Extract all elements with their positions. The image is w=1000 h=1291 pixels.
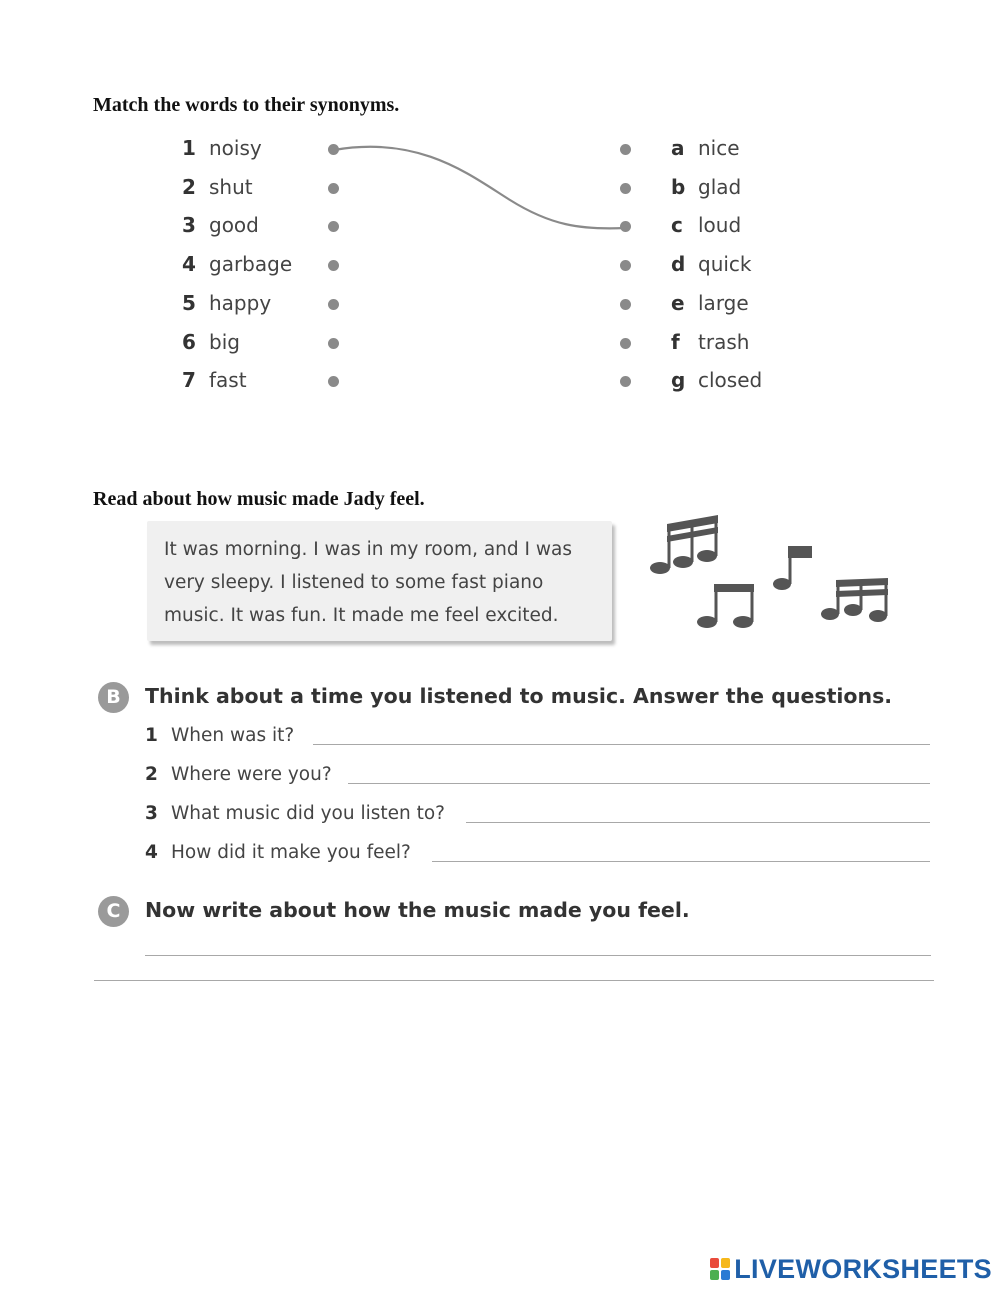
match-heading: Match the words to their synonyms.	[93, 94, 400, 116]
match-row: 5 happy e large	[182, 291, 749, 315]
match-row: 4 garbage d quick	[182, 252, 752, 276]
match-row: 6 big f trash	[182, 330, 750, 354]
story-line: very sleepy. I listened to some fast piano	[164, 572, 544, 593]
section-b-title: Think about a time you listened to music. Answer the questions.	[145, 684, 893, 708]
section-c-badge: C	[98, 896, 129, 927]
story-line: It was morning. I was in my room, and I was	[164, 539, 572, 560]
liveworksheets-logo	[709, 1254, 992, 1284]
match-word: fast	[209, 368, 247, 392]
question-row: 4 How did it make you feel?	[145, 842, 930, 868]
writing-line[interactable]	[145, 955, 931, 956]
match-word: happy	[209, 291, 272, 315]
left-dot[interactable]	[328, 338, 339, 349]
story-box	[147, 521, 612, 641]
question-text: When was it?	[171, 725, 295, 746]
synonym-word: loud	[698, 213, 742, 237]
match-word: shut	[209, 175, 253, 199]
right-dot[interactable]	[620, 144, 631, 155]
music-notes-icon	[645, 512, 905, 637]
answer-line[interactable]	[466, 822, 930, 823]
synonym-word: trash	[698, 330, 750, 354]
match-row: 7 fast g closed	[182, 368, 763, 392]
left-dot[interactable]	[328, 221, 339, 232]
right-dot[interactable]	[620, 221, 631, 232]
answer-line[interactable]	[348, 783, 930, 784]
right-dot[interactable]	[620, 183, 631, 194]
left-dot[interactable]	[328, 144, 339, 155]
synonym-word: quick	[698, 252, 752, 276]
match-row: 2 shut b glad	[182, 175, 742, 199]
question-text: Where were you?	[171, 764, 332, 785]
logo-mark-icon	[709, 1257, 731, 1281]
right-dot[interactable]	[620, 299, 631, 310]
left-dot[interactable]	[328, 299, 339, 310]
match-row: 3 good c loud	[182, 213, 742, 237]
synonym-word: glad	[698, 175, 742, 199]
left-dot[interactable]	[328, 183, 339, 194]
synonym-word: large	[698, 291, 749, 315]
section-c-title: Now write about how the music made you feel.	[145, 898, 690, 922]
answer-line[interactable]	[432, 861, 930, 862]
answer-line[interactable]	[313, 744, 930, 745]
question-row: 3 What music did you listen to?	[145, 803, 930, 829]
match-word: noisy	[209, 136, 262, 160]
question-text: How did it make you feel?	[171, 842, 411, 863]
left-dot[interactable]	[328, 376, 339, 387]
synonym-word: closed	[698, 368, 763, 392]
read-heading: Read about how music made Jady feel.	[93, 488, 425, 510]
right-dot[interactable]	[620, 376, 631, 387]
logo-text: LIVEWORKSHEETS	[734, 1253, 992, 1284]
question-text: What music did you listen to?	[171, 803, 445, 824]
synonym-word: nice	[698, 136, 740, 160]
match-word: garbage	[209, 252, 293, 276]
match-word: good	[209, 213, 259, 237]
question-row: 1 When was it?	[145, 725, 930, 751]
right-dot[interactable]	[620, 260, 631, 271]
match-word: big	[209, 330, 240, 354]
question-row: 2 Where were you?	[145, 764, 930, 790]
match-row: 1 noisy a nice	[182, 136, 740, 160]
writing-line[interactable]	[94, 980, 934, 981]
left-dot[interactable]	[328, 260, 339, 271]
section-b-badge: B	[98, 682, 129, 713]
right-dot[interactable]	[620, 338, 631, 349]
story-line: music. It was fun. It made me feel excited.	[164, 605, 559, 626]
